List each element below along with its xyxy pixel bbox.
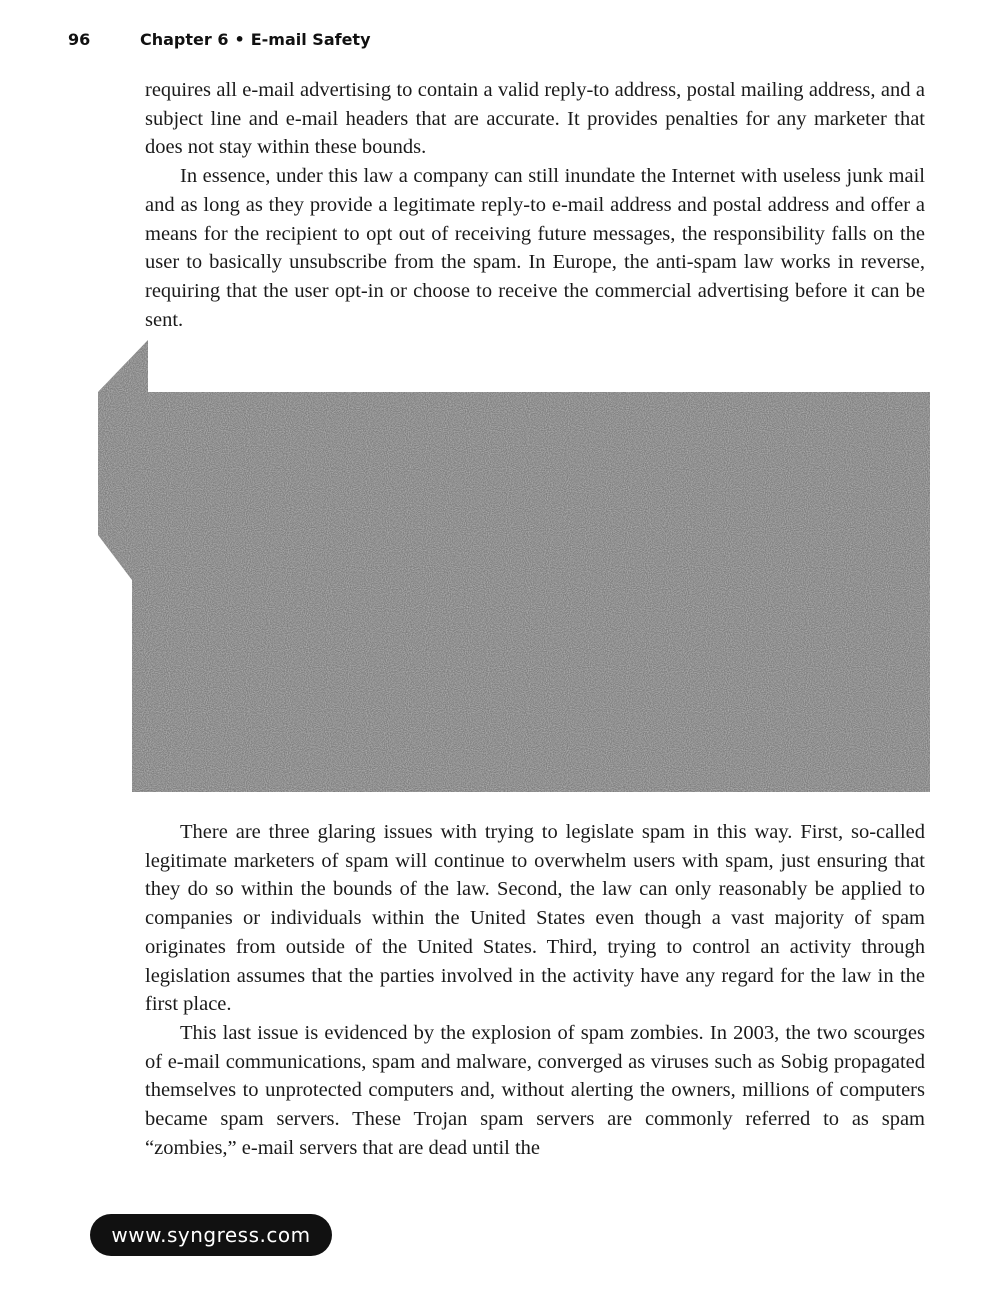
publisher-url-badge — [90, 1214, 332, 1256]
section-title: E-mail Safety — [250, 30, 371, 49]
sidebar-graphic — [98, 340, 930, 792]
chapter-label: Chapter 6 — [140, 30, 229, 49]
paragraph: This last issue is evidenced by the explosion of spam zombies. In 2003, the two scourges of e-mail communications, spam and malware, converged as viruses such as Sobig propagated themselves to unprotected computers and, without alerting the owners, millions of computers became spam servers. These Trojan spam servers are commonly referred to as spam “zombies,” e-mail servers that are dead until the — [145, 1021, 925, 1159]
paragraph: There are three glaring issues with trying to legislate spam in this way. First, so-called legitimate marketers of spam will continue to overwhelm users with spam, just ensuring that they do so within the bounds of the law. Second, the law can only reasonably be applied to companies or individuals within the United States even though a vast majority of spam originates from outside of the United States. Third, trying to control an activity through legislation assumes that the parties involved in the activity have any regard for the law in the first place. — [145, 821, 925, 1016]
header-separator: • — [234, 30, 245, 49]
running-header — [68, 30, 371, 49]
publisher-url: www.syngress.com — [111, 1223, 311, 1247]
page-number: 96 — [68, 30, 91, 49]
paragraph: requires all e-mail advertising to contain a valid reply-to address, postal mailing address, and a subject line and e-mail headers that are accurate. It provides penalties for any marketer that does not stay within these bounds. — [145, 79, 925, 159]
paragraph: In essence, under this law a company can still inundate the Internet with useless junk mail and as long as they provide a legitimate reply-to e-mail address and postal address and offer a means for the recipient to opt out of receiving future messages, the responsibility falls on the user to basically unsubscribe from the spam. In Europe, the anti-spam law works in reverse, requiring that the user opt-in or choose to receive the commercial advertising before it can be sent. — [145, 165, 925, 331]
body-text-bottom — [145, 818, 925, 1162]
body-text-top — [145, 76, 925, 334]
